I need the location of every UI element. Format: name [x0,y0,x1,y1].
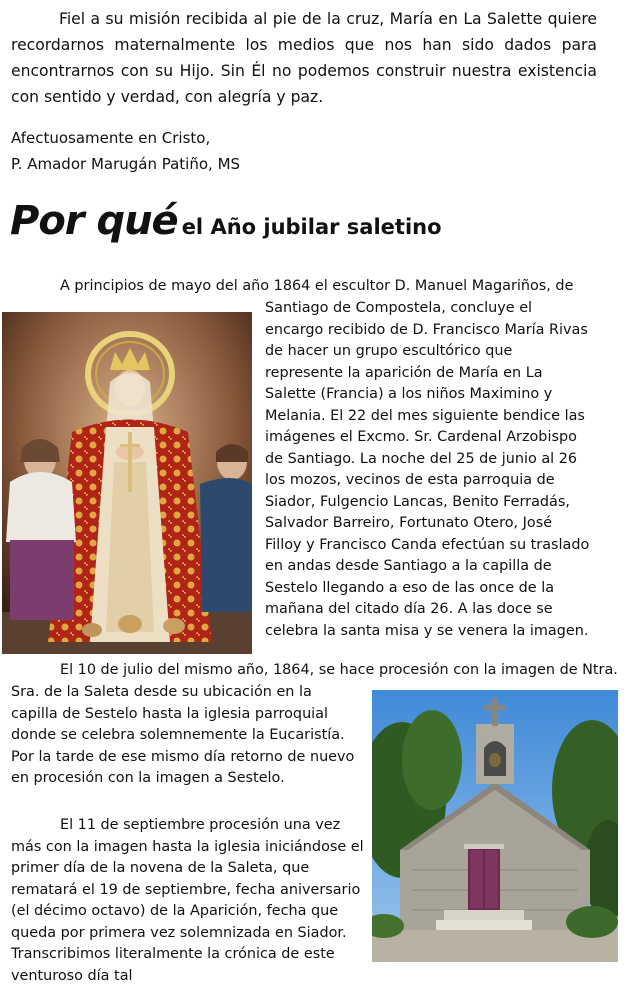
heading-small: el Año jubilar saletino [181,215,442,239]
statue-illustration [2,312,252,654]
intro-paragraph [11,6,597,110]
paragraph1-body: Santiago de Compostela, concluye el encargo recibido de D. Francisco María Rivas de hacer un grupo escultórico que represente la aparición de María en La Salette (Francia) a los niños Maximino y Melania. El 22 del mes siguiente bendice las imágenes el Excmo. Sr. Cardenal Arzobispo de Santiago. La noche del 25 de junio al 26 los mozos, vecinos de esta parroquia de Siador, Fulgencio Lancas, Benito Ferradás, Salvador Barreiro, Fortunato Otero, José Filloy y Francisco Canda efectúan su traslado en andas desde Santiago a la capilla de Sestelo llegando a eso de las once de la mañana del citado día 26. A las doce se celebra la santa misa y se venera la imagen. [265,300,590,639]
paragraph2-body: Sra. de la Saleta desde su ubicación en la capilla de Sestelo hasta la iglesia parroquial donde se celebra solemnemente la Eucaristía. Por la tarde de ese mismo día retorno de nuevo en procesión con la imagen a Sestelo. [11,684,355,786]
paragraph1-first-line: A principios de mayo del año 1864 el escultor D. Manuel Magariños, de [60,278,574,294]
section-heading [10,198,442,244]
paragraph2-first-line-text: El 10 de julio del mismo año, 1864, se hace procesión con la imagen de Ntra. [60,662,618,678]
signature-name: P. Amador Marugán Patiño, MS [11,155,241,173]
signature-closing: Afectuosamente en Cristo, [11,129,211,147]
intro-text: Fiel a su misión recibida al pie de la cruz, María en La Salette quiere recordarnos maternalmente los medios que nos han sido dados para encontrarnos con su Hijo. Sin Él no podemos construir nuestra existencia con sentido y verdad, con alegría y paz. [11,10,597,106]
photo-statue-icon [2,312,252,654]
heading-large: Por qué [10,198,178,244]
paragraph3 [11,815,366,987]
chapel-illustration [372,690,618,962]
paragraph3-text: El 11 de septiembre procesión una vez más con la imagen hasta la iglesia iniciándose el primer día de la novena de la Saleta, que rematará el 19 de septiembre, fecha aniversario (el décimo octavo) de la Aparición, fecha que queda por primera vez solemnizada en Siador. Transcribimos literalmente la crónica de este venturoso día tal [11,817,364,984]
paragraph2-first-line [11,660,618,682]
photo-chapel-icon [372,690,618,962]
